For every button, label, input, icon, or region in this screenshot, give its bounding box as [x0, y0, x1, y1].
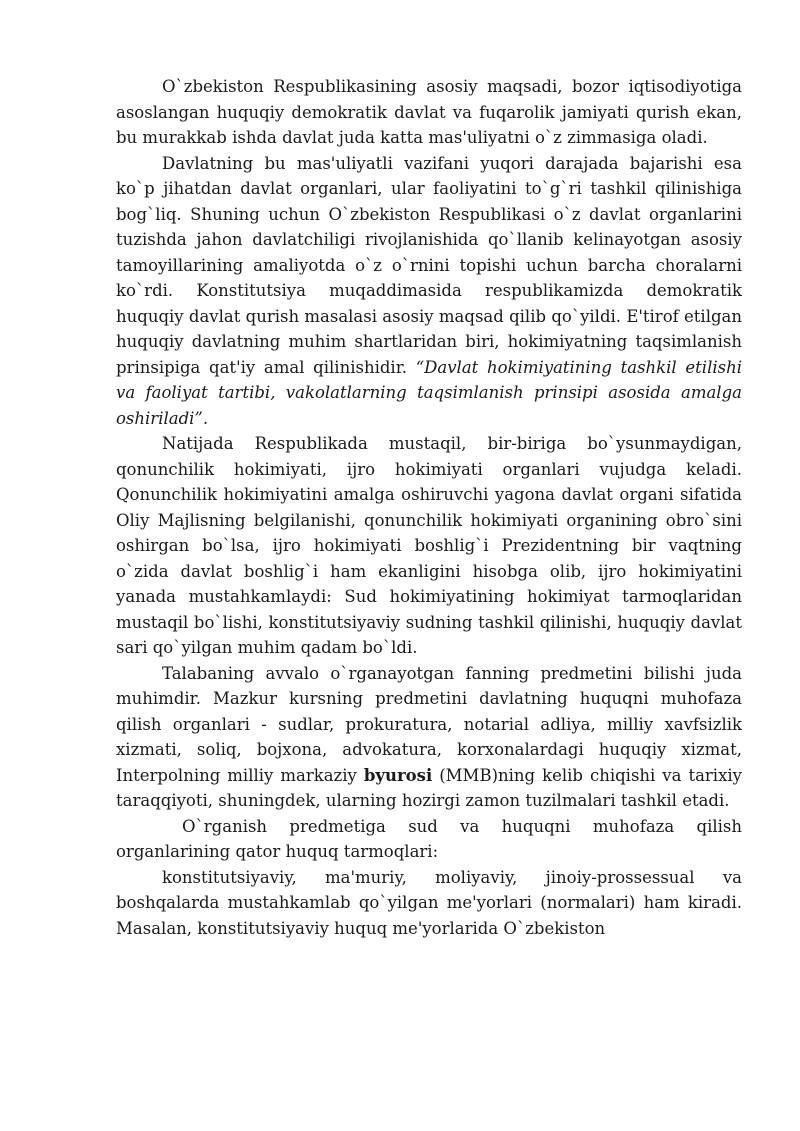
paragraph-text: O`rganish predmetiga sud va huquqni muhofaza qilish organlarining qator huquq tarmoqlari:: [116, 816, 742, 861]
paragraph-1: [116, 74, 742, 151]
constitution-quote: “Davlat hokimiyatining tashkil etilishi va faoliyat tartibi, vakolatlarning taqsimlanish prinsipi asosida amalga oshiriladi”.: [116, 357, 743, 428]
document-page: [116, 74, 742, 941]
paragraph-text: konstitutsiyaviy, ma'muriy, moliyaviy, jinoiy-prossessual va boshqalarda mustahkamlab qo`yilgan me'yorlari (normalari) ham kiradi. Masalan, konstitutsiyaviy huquq me'yorlarida O`zbekiston: [116, 867, 742, 938]
paragraph-text: Natijada Respublikada mustaqil, bir-biriga bo`ysunmaydigan, qonunchilik hokimiyati, ijro hokimiyati organlari vujudga keladi. Qonunchilik hokimiyatini amalga oshiruvchi yagona davlat organi sifatida Oliy Majlisning belgilanishi, qonunchilik hokimiyati organining obro`sini oshirgan bo`lsa, ijro hokimiyati boshlig`i Prezidentning bir vaqtning o`zida davlat boshlig`i ham ekanligini hisobga olib, ijro hokimiyatini yanada mustahkamlaydi: Sud hokimiyatining hokimiyat tarmoqlaridan mustaqil bo`lishi, konstitutsiyaviy sudning tashkil qilinishi, huquqiy davlat sari qo`yilgan muhim qadam bo`ldi.: [116, 434, 742, 657]
paragraph-3: [116, 431, 742, 661]
paragraph-4: [116, 661, 742, 814]
paragraph-6: [116, 865, 742, 942]
paragraph-text: Talabaning avvalo o`rganayotgan fanning predmetini bilishi juda muhimdir. Mazkur kursning predmetini davlatning huquqni muhofaza qilish organlari - sudlar, prokuratura, notarial adliya, milliy xavfsizlik xizmati, soliq, bojxona, advokatura, korxonalardagi huquqiy xizmat, Interpolning milliy markaziy: [116, 663, 742, 785]
paragraph-text: Davlatning bu mas'uliyatli vazifani yuqori darajada bajarishi esa ko`p jihatdan davlat organlari, ular faoliyatini to`g`ri tashkil qilinishiga bog`liq. Shuning uchun O`zbekiston Respublikasi o`z davlat organlarini tuzishda jahon davlatchiligi rivojlanishida qo`llanib kelinayotgan asosiy tamoyillarining amaliyotda o`z o`rnini topishi uchun barcha choralarni ko`rdi. Konstitutsiya muqaddimasida respublikamizda demokratik huquqiy davlat qurish masalasi asosiy maqsad qilib qo`yildi. E'tirof etilgan huquqiy davlatning muhim shartlaridan biri, hokimiyatning taqsimlanish prinsipiga qat'iy amal qilinishidir.: [116, 153, 742, 377]
paragraph-2: [116, 151, 742, 432]
bold-term: byurosi: [363, 765, 433, 785]
paragraph-text-tail: (MMB)ning kelib chiqishi va tarixiy taraqqiyoti, shuningdek, ularning hozirgi zamon tuzilmalari tashkil etadi.: [116, 765, 742, 810]
paragraph-text: O`zbekiston Respublikasining asosiy maqsadi, bozor iqtisodiyotiga asoslangan huquqiy demokratik davlat va fuqarolik jamiyati qurish ekan, bu murakkab ishda davlat juda katta mas'uliyatni o`z zimmasiga oladi.: [116, 77, 742, 147]
paragraph-5: [116, 814, 742, 865]
